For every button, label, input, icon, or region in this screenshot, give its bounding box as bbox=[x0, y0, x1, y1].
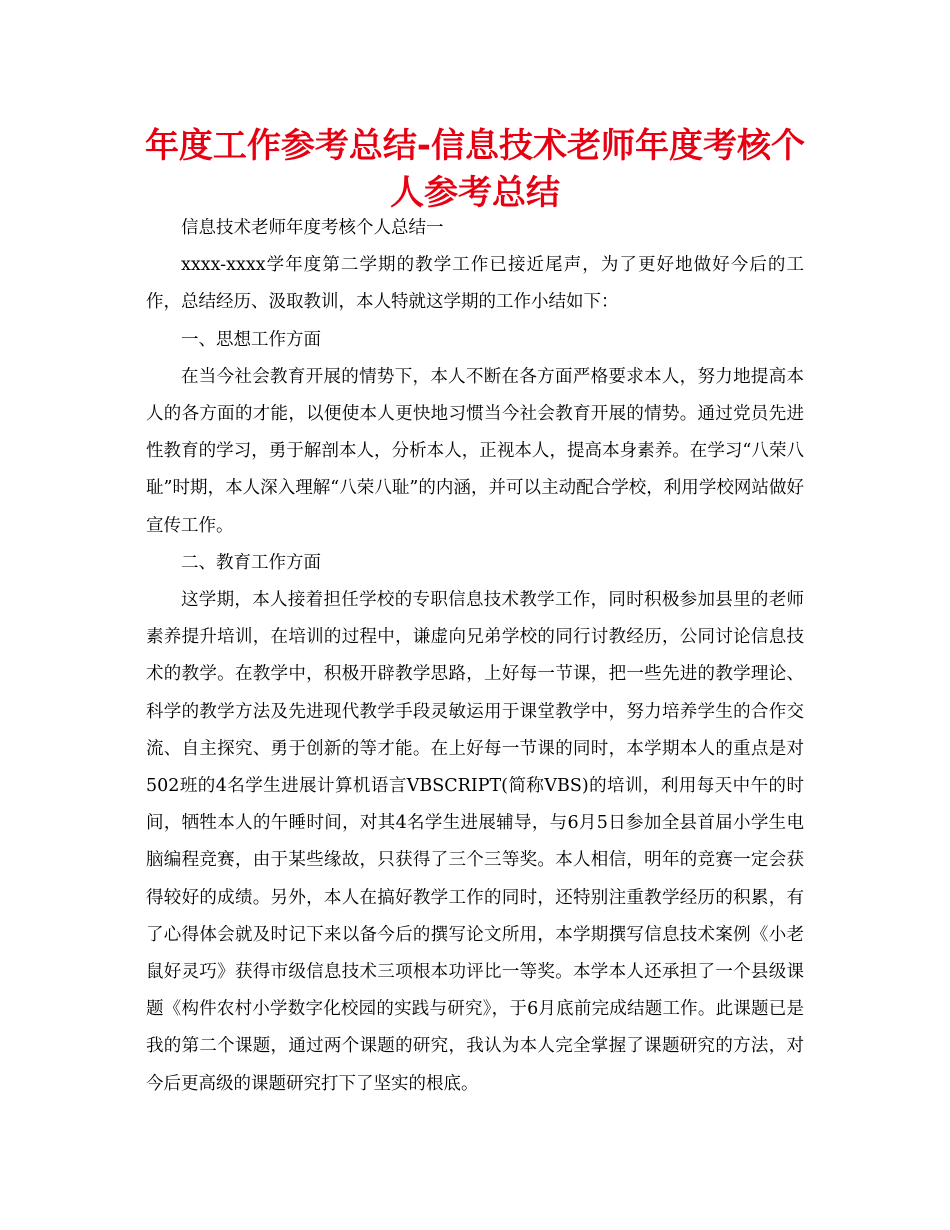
document-title: 年度工作参考总结-信息技术老师年度考核个人参考总结 bbox=[144, 126, 806, 213]
intro-paragraph: xxxx-xxxx学年度第二学期的教学工作已接近尾声，为了更好地做好今后的工作，总结经历、汲取教训，本人特就这学期的工作小结如下： bbox=[146, 255, 804, 313]
document-body bbox=[146, 210, 804, 1103]
section-heading-education: 二、教育工作方面 bbox=[181, 552, 321, 573]
section-heading-summary: 信息技术老师年度考核个人总结一 bbox=[181, 218, 444, 238]
ideology-paragraph: 在当今社会教育开展的情势下，本人不断在各方面严格要求本人，努力地提高本人的各方面的才能，以便使本人更快地习惯当今社会教育开展的情势。通过党员先进性教育的学习，勇于解剖本人，分析本人，正视本人，提高本身素养。在学习“八荣八耻”时期，本人深入理解“八荣八耻”的内涵，并可以主动配合学校，利用学校网站做好宣传工作。 bbox=[146, 366, 804, 536]
section-heading-ideology: 一、思想工作方面 bbox=[181, 329, 321, 350]
education-paragraph: 这学期，本人接着担任学校的专职信息技术教学工作，同时积极参加县里的老师素养提升培训，在培训的过程中，谦虚向兄弟学校的同行讨教经历，公同讨论信息技术的教学。在教学中，积极开辟教学思路，上好每一节课，把一些先进的教学理论、科学的教学方法及先进现代教学手段灵敏运用于课堂教学中，努力培养学生的合作交流、自主探究、勇于创新的等才能。在上好每一节课的同时，本学期本人的重点是对502班的4名学生进展计算机语言VBSCRIPT(简称VBS)的培训，利用每天中午的时间，牺牲本人的午睡时间，对其4名学生进展辅导，与6月5日参加全县首届小学生电脑编程竞赛，由于某些缘故，只获得了三个三等奖。本人相信，明年的竞赛一定会获得较好的成绩。另外，本人在搞好教学工作的同时，还特别注重教学经历的积累，有了心得体会就及时记下来以备今后的撰写论文所用，本学期撰写信息技术案例《小老鼠好灵巧》获得市级信息技术三项根本功评比一等奖。本学本人还承担了一个县级课题《构件农村小学数字化校园的实践与研究》，于6月底前完成结题工作。此课题已是我的第二个课题，通过两个课题的研究，我认为本人完全掌握了课题研究的方法，对今后更高级的课题研究打下了坚实的根底。 bbox=[146, 590, 804, 1094]
